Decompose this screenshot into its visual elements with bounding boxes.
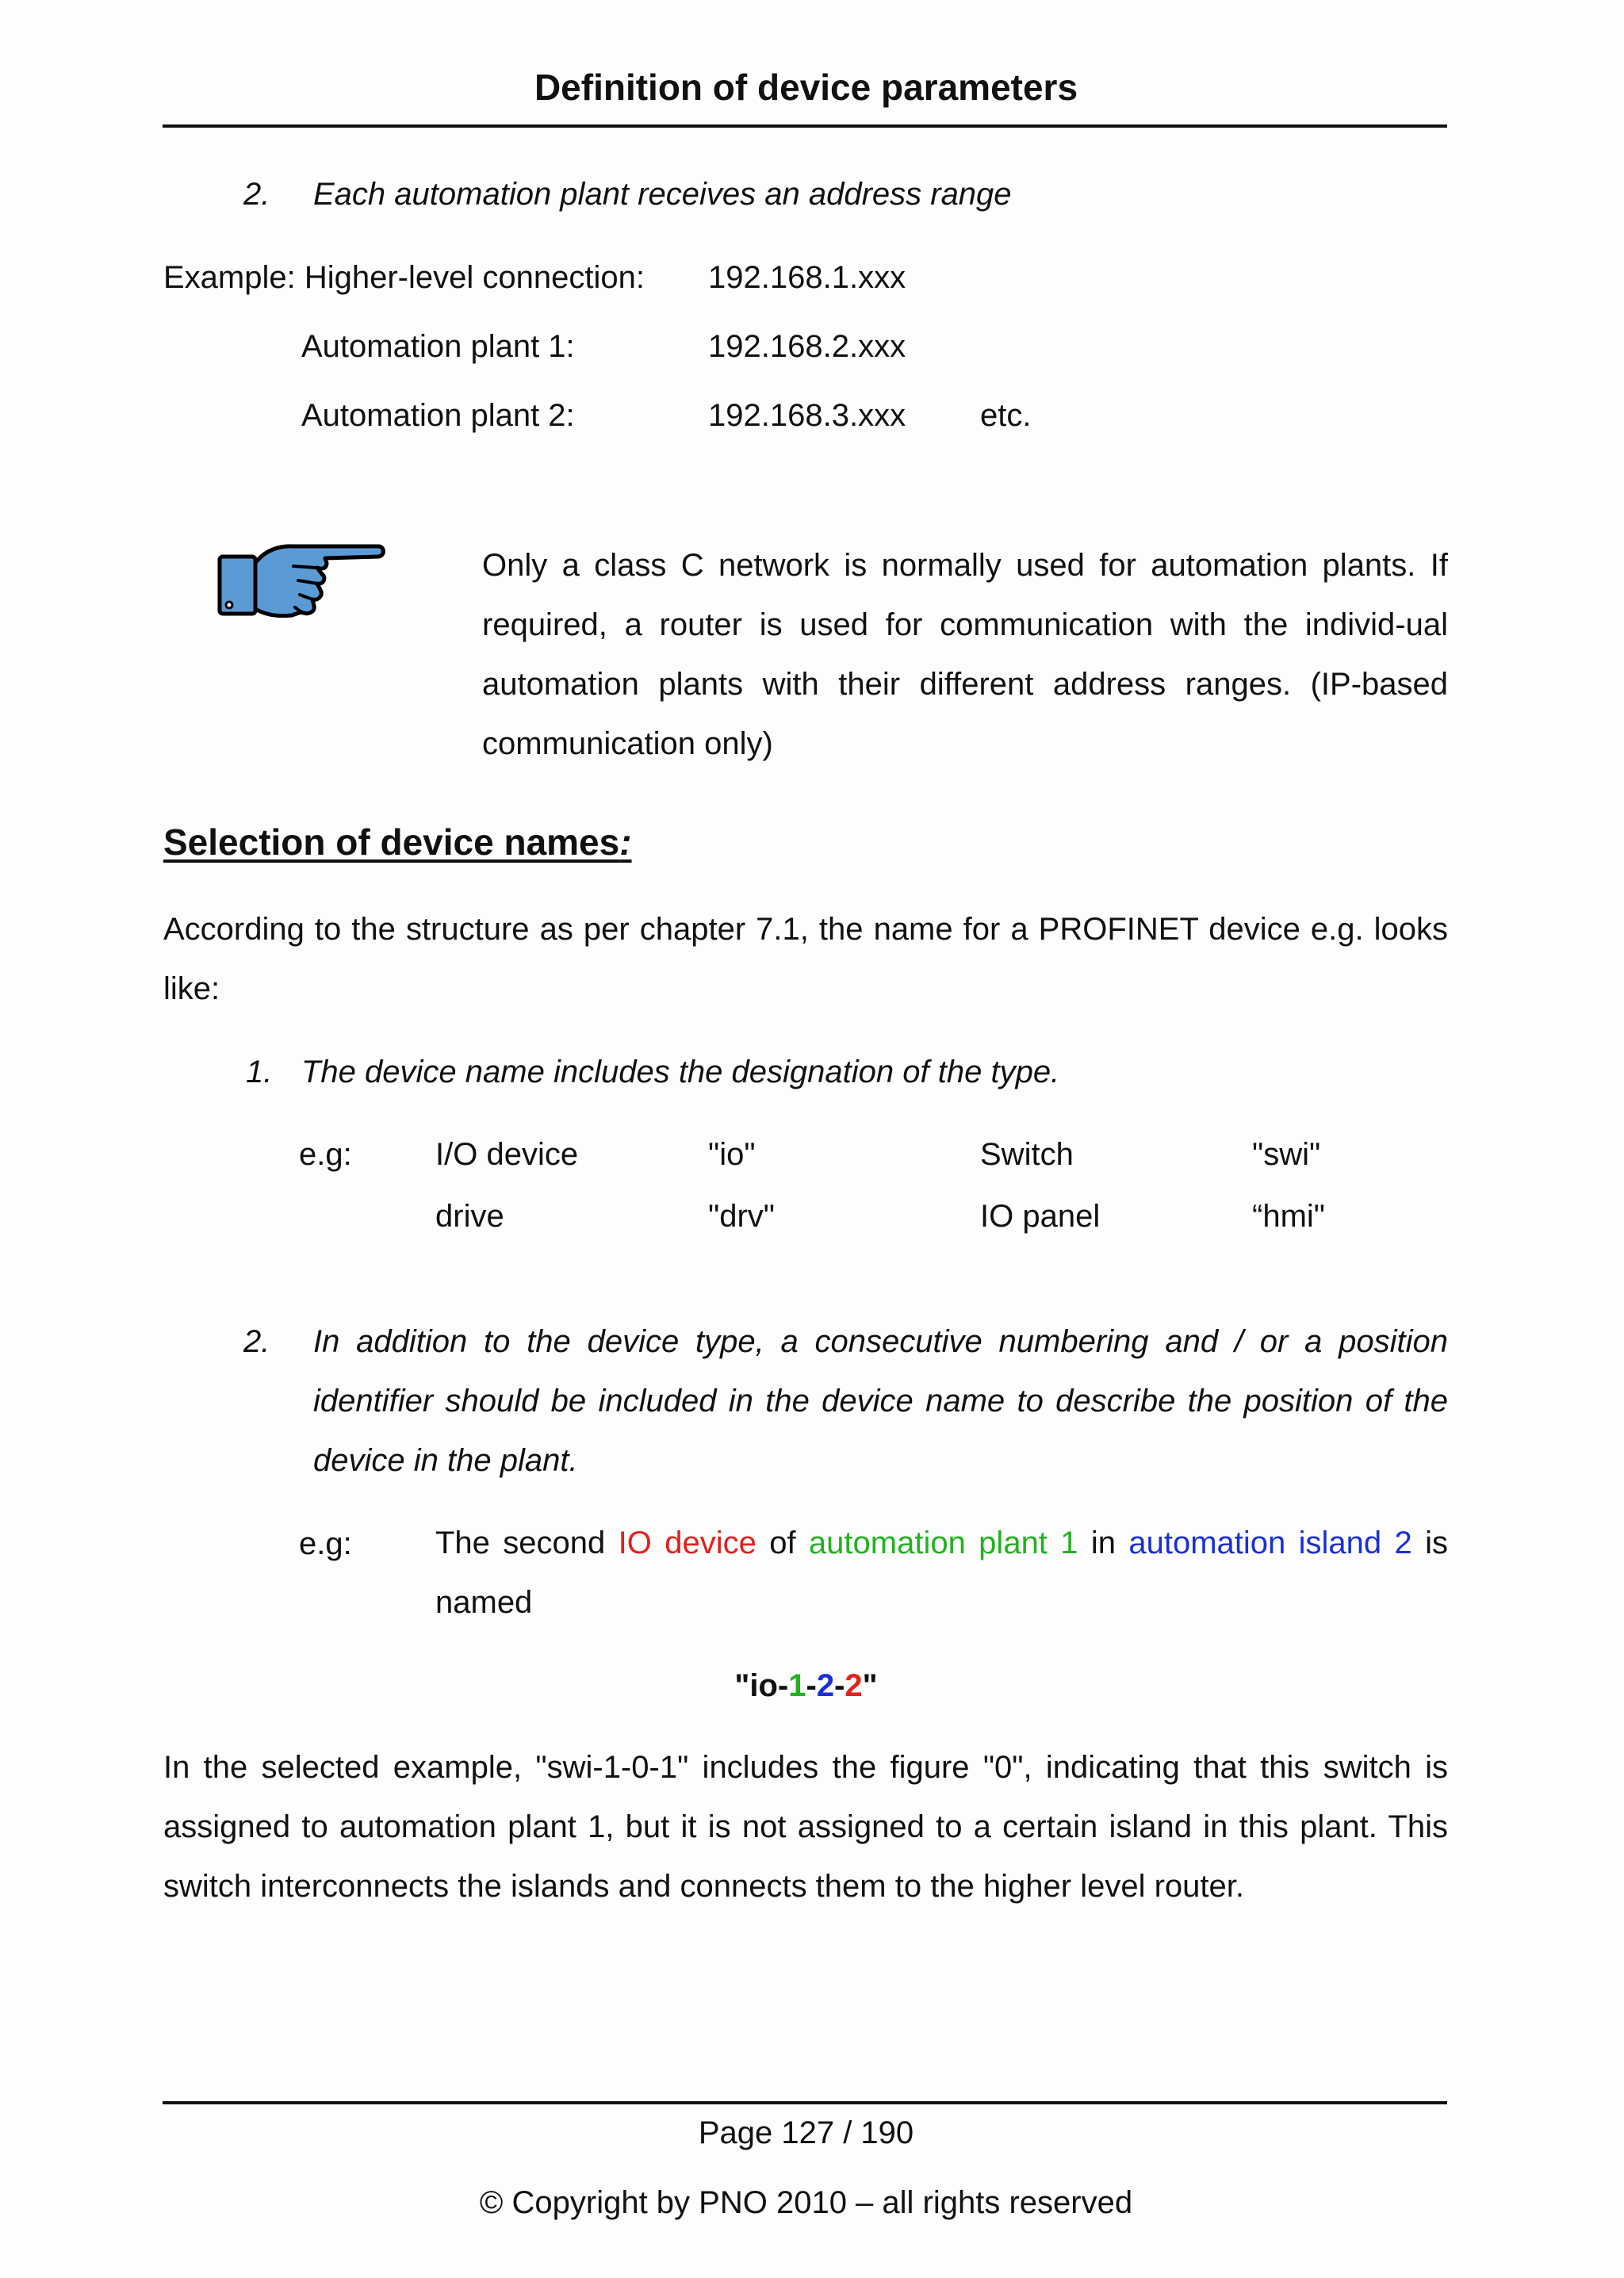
result-dash: - [806, 1668, 817, 1703]
automation-plant-term: automation plant 1 [808, 1526, 1078, 1560]
list-number: 2. [243, 177, 270, 212]
result-suffix: " [862, 1668, 878, 1703]
section-heading-text: Selection of device names [163, 821, 620, 863]
etc-label: etc. [980, 398, 1032, 433]
device-name-result [0, 1666, 1612, 1706]
result-prefix: "io- [734, 1668, 789, 1703]
device-type-name: drive [435, 1199, 504, 1234]
address-value: 192.168.1.xxx [708, 260, 906, 295]
device-type-name: IO panel [980, 1199, 1101, 1234]
device-type-abbr: “hmi" [1252, 1199, 1325, 1234]
eg-label: e.g: [299, 1137, 352, 1172]
list-number: 2. [243, 1324, 270, 1359]
copyright: © Copyright by PNO 2010 – all rights reserved [479, 2185, 1133, 2220]
list-number: 1. [246, 1055, 273, 1089]
device-type-abbr: "swi" [1252, 1137, 1321, 1172]
example-text: in [1078, 1526, 1129, 1560]
section-heading-colon: : [619, 821, 632, 863]
example-sentence [435, 1514, 1448, 1633]
intro-paragraph: According to the structure as per chapter 7.1, the name for a PROFINET device e.g. looks like: [163, 912, 1448, 1006]
example-text: of [756, 1526, 809, 1560]
closing-paragraph: In the selected example, "swi-1-0-1" includes the figure "0", indicating that this switch is assigned to automation plant 1, but it is not assigned to a certain island in this plant. This switch interconnects the islands and connects them to the higher level router. [163, 1750, 1448, 1904]
io-device-term: IO device [618, 1526, 756, 1560]
device-type-name: Switch [980, 1137, 1074, 1172]
result-dash: - [834, 1668, 845, 1703]
address-label: Automation plant 2: [301, 398, 575, 433]
example-text: The second [435, 1526, 619, 1560]
footer-rule [163, 2101, 1447, 2104]
device-type-abbr: "io" [708, 1137, 756, 1172]
header-rule [163, 124, 1447, 128]
result-island-number: 2 [816, 1668, 835, 1703]
list-item-text: The device name includes the designation of the type. [301, 1055, 1060, 1089]
pointing-hand-icon [216, 539, 389, 630]
address-value: 192.168.2.xxx [708, 329, 906, 364]
list-item-text: In addition to the device type, a consecutive numbering and / or a position identifier should be included in the device name to describe the position of the device in the plant. [313, 1324, 1448, 1478]
device-type-abbr: "drv" [708, 1199, 775, 1234]
page-title: Definition of device parameters [534, 67, 1078, 108]
note-text: Only a class C network is normally used for automation plants. If required, a router is used for communication with the individ-ual automation plants with their different address ranges. (IP-based communication only) [482, 548, 1448, 761]
eg-label: e.g: [299, 1526, 352, 1561]
result-plant-number: 1 [788, 1668, 806, 1703]
page-number: Page 127 / 190 [698, 2115, 914, 2150]
address-label: Automation plant 1: [301, 329, 575, 364]
example-label: Example: Higher-level connection: [163, 260, 645, 295]
result-device-number: 2 [845, 1668, 863, 1703]
device-type-name: I/O device [435, 1137, 579, 1172]
automation-island-term: automation island [1128, 1526, 1382, 1560]
list-item-text: Each automation plant receives an address range [313, 177, 1012, 212]
address-value: 192.168.3.xxx [708, 398, 906, 433]
island-number: 2 [1394, 1526, 1412, 1560]
section-heading [163, 820, 632, 864]
example-text: is named [435, 1526, 1449, 1620]
